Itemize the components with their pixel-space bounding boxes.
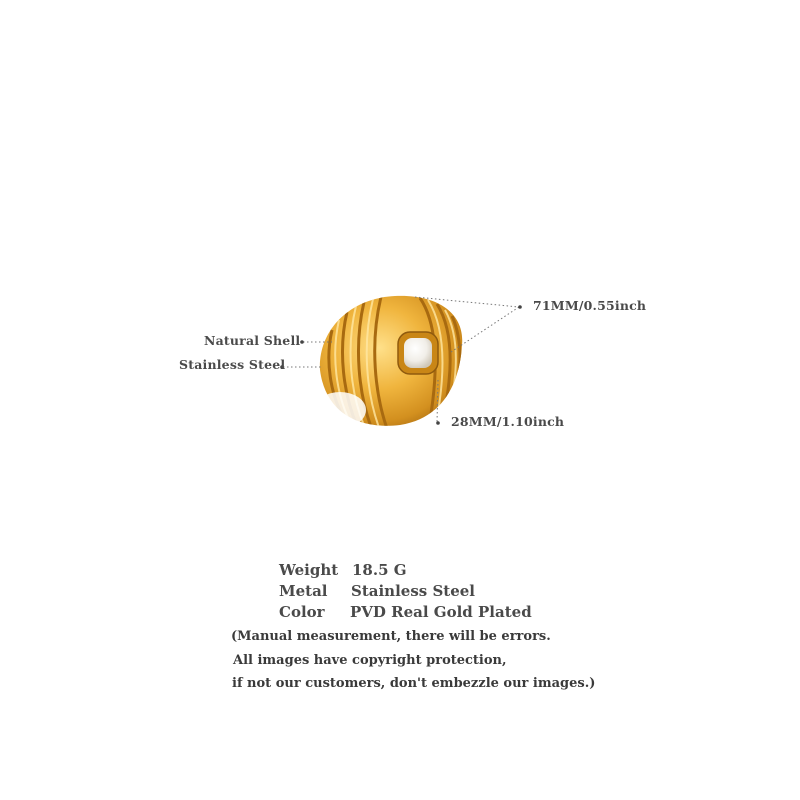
label-natural-shell: Natural Shell [204, 333, 301, 348]
spec-weight-value: 18.5 G [352, 561, 407, 579]
ring-image [314, 296, 462, 434]
note-line-2: All images have copyright protection, [233, 653, 507, 668]
label-stainless-steel: Stainless Steel [179, 357, 286, 372]
pearl-stone [404, 338, 432, 368]
leader-width-bottom [451, 307, 519, 352]
note-line-1: (Manual measurement, there will be errors. [231, 629, 551, 644]
note-line-3: if not our customers, don't embezzle our images.) [232, 676, 596, 691]
spec-metal-label: Metal [279, 582, 328, 600]
label-width-measurement: 71MM/0.55inch [533, 298, 647, 313]
spec-weight-label: Weight [279, 561, 339, 579]
ring-shank [314, 392, 366, 428]
label-length-measurement: 28MM/1.10inch [451, 414, 565, 429]
spec-metal-value: Stainless Steel [351, 582, 475, 600]
spec-color-label: Color [279, 603, 325, 621]
spec-color-value: PVD Real Gold Plated [350, 603, 532, 621]
